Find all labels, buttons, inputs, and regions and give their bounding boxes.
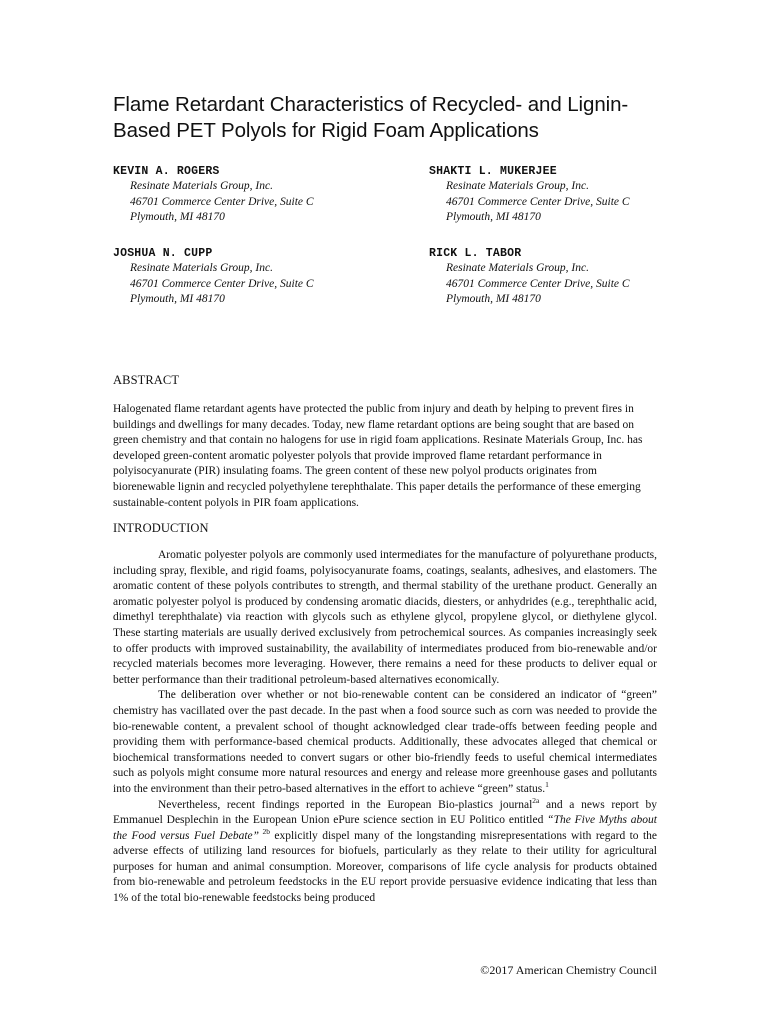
intro-paragraph-2-text: The deliberation over whether or not bio-renewable content can be considered an indicator of “green” chemistry has vacillated over the past decade. In the past when a food source such as corn was needed to provide the bio-renewable content, a prevalent school of thought acknowledged clear trade-offs between feeding people and providing them with performance-based chemical products. Additionally, these advocates alleged that chemical or biochemical transformations needed to convert sugars or other bio-friendly feeds to useful chemical intermediates such as polyols might consume more natural resources and energy and release more greenhouse gases and pollutants into the environment than their petro-based alternatives in the effort to achieve “green” status. bbox=[113, 689, 657, 795]
introduction-body bbox=[113, 548, 657, 907]
author-organization: Resinate Materials Group, Inc. bbox=[130, 180, 273, 192]
paper-title: Flame Retardant Characteristics of Recycled- and Lignin-Based PET Polyols for Rigid Foam Applications bbox=[113, 93, 629, 142]
author-city: Plymouth, MI 48170 bbox=[446, 293, 541, 305]
intro-paragraph-3-text-c: explicitly dispel many of the longstanding misrepresentations with regard to the adverse effects of utilizing land resources for biofuels, particularly as they relate to their utility for agricultural purposes for human and animal consumption. Moreover, comparisons of life cycle analysis for products obtained from bio-renewable and petroleum feedstocks in the EU report provide persuasive evidence indicating that less than 1% of the total bio-renewable feedstocks being produced bbox=[113, 829, 658, 905]
reference-marker: 2a bbox=[532, 795, 540, 805]
author-3 bbox=[113, 246, 373, 308]
intro-paragraph-3-text-b: and a news report by Emmanuel Desplechin in the European Union ePure science section in EU Politico entitled bbox=[113, 798, 657, 827]
author-name: JOSHUA N. CUPP bbox=[113, 247, 213, 260]
intro-paragraph-1-text: Aromatic polyester polyols are commonly used intermediates for the manufacture of polyurethane products, including spray, flexible, and rigid foams, polyisocyanurate foams, coatings, sealants, adhesives, and elastomers. The aromatic content of these polyols contributes to strength, and thermal stability of the urethane product. Generally an aromatic polyester polyol is produced by condensing aromatic diacids, diesters, or anhydrides (e.g., terephthalic acid, dimethyl terephthalate) via reaction with glycols such as ethylene glycol, propylene glycol, or diethylene glycol. These starting materials are usually derived exclusively from petrochemical sources. As companies increasingly seek to offer products with improved sustainability, the availability of intermediates produced from bio-renewable and/or recycled materials becomes more leveraging. However, there remains a need for these products to deliver equal or better performance than their traditional petroleum-based alternatives economically. bbox=[113, 549, 657, 686]
author-1 bbox=[113, 164, 373, 226]
author-block bbox=[113, 164, 657, 324]
author-4 bbox=[429, 246, 689, 308]
author-city: Plymouth, MI 48170 bbox=[446, 211, 541, 223]
author-street: 46701 Commerce Center Drive, Suite C bbox=[446, 277, 630, 290]
author-city: Plymouth, MI 48170 bbox=[130, 293, 225, 305]
author-organization: Resinate Materials Group, Inc. bbox=[446, 180, 589, 192]
intro-paragraph-1 bbox=[113, 548, 657, 688]
cited-article-title: “The Five Myths about the Food versus Fuel Debate” bbox=[113, 814, 658, 842]
author-name: RICK L. TABOR bbox=[429, 247, 522, 260]
author-city: Plymouth, MI 48170 bbox=[130, 211, 225, 223]
author-name: SHAKTI L. MUKERJEE bbox=[429, 165, 557, 178]
author-organization: Resinate Materials Group, Inc. bbox=[446, 262, 589, 274]
introduction-heading: INTRODUCTION bbox=[113, 521, 209, 535]
abstract-heading: ABSTRACT bbox=[113, 373, 180, 387]
reference-marker: 1 bbox=[545, 780, 549, 790]
reference-marker: 2b bbox=[259, 826, 270, 836]
paper-page bbox=[113, 92, 658, 905]
author-organization: Resinate Materials Group, Inc. bbox=[130, 262, 273, 274]
abstract-text: Halogenated flame retardant agents have protected the public from injury and death by helping to prevent fires in buildings and dwellings for many decades. Today, new flame retardant options are being sought that are based on green chemistry and that contain no halogens for use in rigid foam applications. Resinate Materials Group, Inc. has developed green-content aromatic polyester polyols that provide improved flame retardant performance in polyisocyanurate (PIR) insulating foams. The green content of these new polyol products originates from biorenewable lignin and recycled polyethylene terephthalate. This paper details the performance of these emerging sustainable-content polyols in PIR foam applications. bbox=[113, 403, 643, 509]
intro-paragraph-2 bbox=[113, 688, 657, 797]
author-2 bbox=[429, 164, 689, 226]
author-name: KEVIN A. ROGERS bbox=[113, 165, 220, 178]
intro-paragraph-3 bbox=[113, 795, 658, 907]
author-street: 46701 Commerce Center Drive, Suite C bbox=[130, 195, 314, 208]
author-street: 46701 Commerce Center Drive, Suite C bbox=[130, 277, 314, 290]
author-street: 46701 Commerce Center Drive, Suite C bbox=[446, 195, 630, 208]
intro-paragraph-3-text-a: Nevertheless, recent findings reported in the European Bio-plastics journal bbox=[158, 798, 533, 811]
copyright-footer: ©2017 American Chemistry Council bbox=[480, 963, 657, 977]
